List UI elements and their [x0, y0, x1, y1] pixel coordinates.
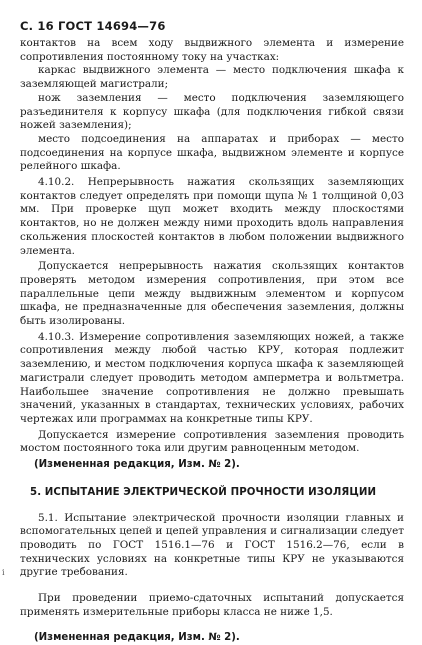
margin-mark: ⅰ	[2, 568, 5, 577]
paragraph-continuity-alternative: Допускается непрерывность нажатия скользящих контактов проверять методом измерения сопротивления, при этом все параллельные цепи между выдвижным элементом и корпусом шкафа, не предназначенные для обеспечения заземления, должны быть изолированы.	[20, 260, 404, 328]
clause-4-10-3: 4.10.3. Измерение сопротивления заземляющих ножей, а также сопротивления между любой частью КРУ, которая подлежит заземлению, и местом подключения корпуса шкафа к заземляющей магистрали следует проводить методом амперметра и вольтметра. Наибольшее значение сопротивления не должно превышать значений, указанных в стандартах, технических условиях, рабочих чертежах или программах на конкретные типы КРУ.	[20, 330, 404, 425]
paragraph-contacts-measurement: контактов на всем ходу выдвижного элемента и измерение сопротивления постоянному току на участках:	[20, 37, 404, 63]
list-item-connection-point: место подсоединения на аппаратах и приборах — место подсоединения на корпусе шкафа, выдвижном элементе и корпусе релейного шкафа.	[20, 132, 404, 173]
list-item-frame: каркас выдвижного элемента — место подключения шкафа к заземляющей магистрали;	[20, 64, 404, 91]
clause-4-10-2: 4.10.2. Непрерывность нажатия скользящих заземляющих контактов следует определять при помощи щупа № 1 толщиной 0,03 мм. При проверке щуп может входить между плоскостями контактов, но не должен между ними проходить вдоль направления скольжения плоскостей контактов в любом положении выдвижного элемента.	[20, 176, 404, 257]
revision-note: (Измененная редакция, Изм. № 2).	[34, 459, 240, 471]
list-item-earthing-knife: нож заземления — место подключения заземляющего разъединителя к корпусу шкафа (для подключения гибкой связи ножей заземления);	[20, 91, 404, 132]
revision-note-2: (Измененная редакция, Изм. № 2).	[34, 632, 240, 644]
document-body	[20, 37, 404, 645]
paragraph-acceptance-tests: При проведении приемо-сдаточных испытаний допускается применять измерительные приборы класса не ниже 1,5.	[20, 592, 404, 618]
section-5-title: 5. ИСПЫТАНИЕ ЭЛЕКТРИЧЕСКОЙ ПРОЧНОСТИ ИЗОЛЯЦИИ	[30, 486, 377, 498]
page-header: С. 16 ГОСТ 14694—76	[20, 19, 166, 33]
clause-5-1: 5.1. Испытание электрической прочности изоляции главных и вспомогательных цепей и цепей управления и сигнализации следует проводить по ГОСТ 1516.1—76 и ГОСТ 1516.2—76, если в технических условиях на конкретные типы КРУ не указываются другие требования.	[20, 511, 404, 579]
paragraph-bridge-method: Допускается измерение сопротивления заземления проводить мостом постоянного тока или другим равноценным методом.	[20, 428, 404, 455]
